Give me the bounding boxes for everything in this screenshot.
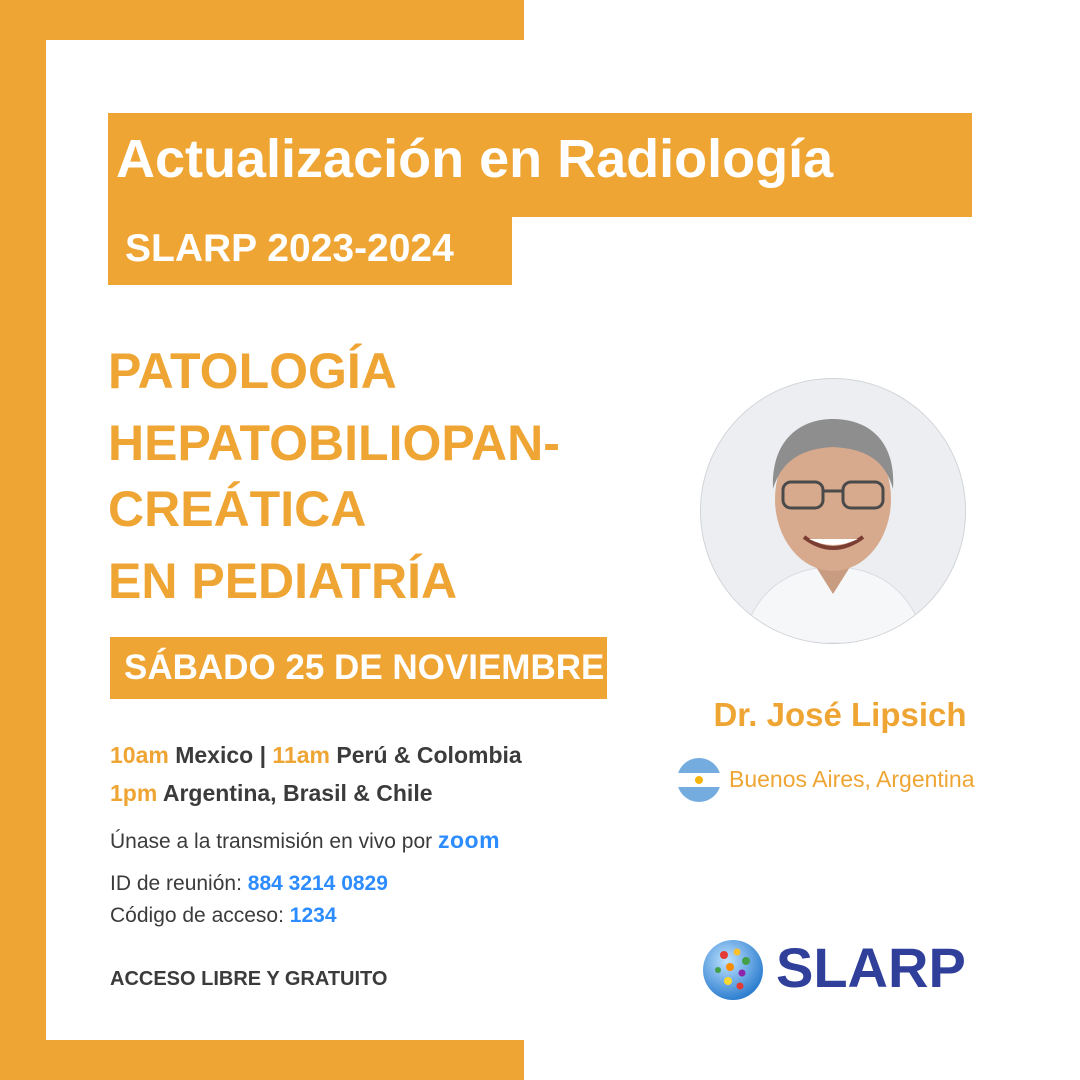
- zoom-logo: zoom: [438, 827, 501, 853]
- frame-left-bar: [0, 0, 46, 1080]
- schedule-place: Perú & Colombia: [329, 742, 522, 768]
- schedule-line-2: [110, 780, 433, 807]
- free-access-note: ACCESO LIBRE Y GRATUITO: [110, 968, 388, 990]
- schedule-place: Argentina, Brasil & Chile: [157, 780, 433, 806]
- stream-line: [110, 827, 500, 854]
- event-date: SÁBADO 25 DE NOVIEMBRE: [124, 648, 605, 687]
- topic-line-2: HEPATOBILIOPAN-: [108, 415, 560, 471]
- schedule-time: 1pm: [110, 780, 158, 806]
- topic-line-3: CREÁTICA: [108, 481, 367, 537]
- page-title: Actualización en Radiología: [116, 129, 834, 189]
- speaker-portrait: [700, 378, 966, 644]
- meeting-id-value[interactable]: 884 3214 0829: [247, 872, 388, 895]
- schedule-place: Mexico |: [168, 742, 273, 768]
- access-code-line: [110, 904, 337, 928]
- speaker-name: Dr. José Lipsich: [713, 696, 967, 733]
- stream-text: Únase a la transmisión en vivo por: [110, 830, 438, 853]
- topic-line-4: EN PEDIATRÍA: [108, 553, 458, 609]
- topic-line-1: PATOLOGÍA: [108, 343, 397, 399]
- frame-top-bar: [0, 0, 524, 40]
- speaker-location: Buenos Aires, Argentina: [729, 766, 975, 792]
- meeting-id-label: ID de reunión:: [110, 872, 248, 895]
- access-code-label: Código de acceso:: [110, 904, 290, 927]
- frame-bottom-bar: [0, 1040, 524, 1080]
- page-subtitle: SLARP 2023-2024: [125, 227, 454, 270]
- portrait-illustration: [701, 379, 965, 643]
- globe-logo-icon: [702, 939, 764, 1001]
- schedule-time: 10am: [110, 742, 169, 768]
- slarp-logo: SLARP: [776, 936, 966, 999]
- schedule-line-1: [110, 742, 522, 769]
- schedule-time: 11am: [272, 742, 330, 768]
- argentina-flag-icon: [677, 758, 721, 802]
- meeting-id-line: [110, 872, 388, 896]
- access-code-value[interactable]: 1234: [289, 904, 337, 927]
